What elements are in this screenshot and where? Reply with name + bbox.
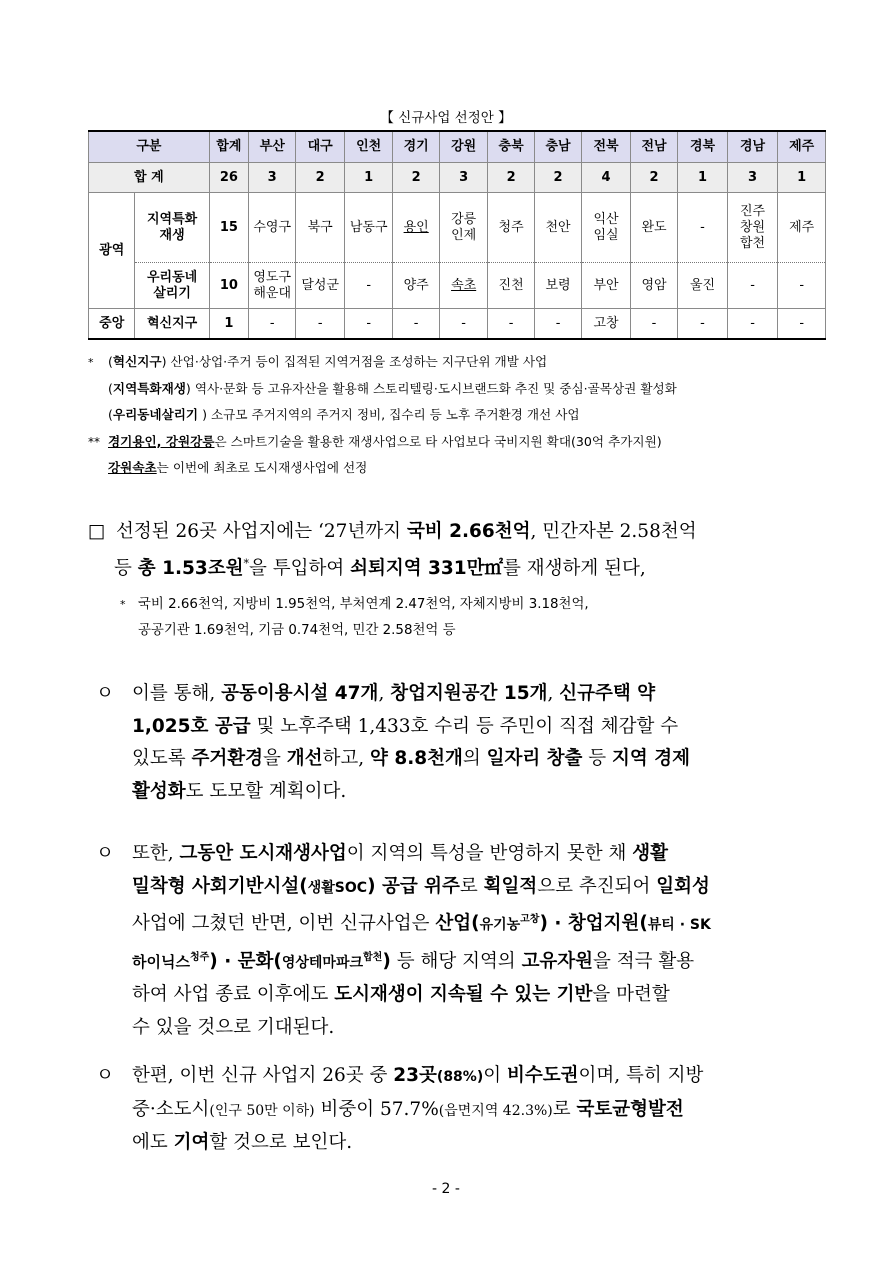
- table-cell: [534, 193, 581, 263]
- table-header-cell: 경남: [727, 131, 778, 163]
- table-cell: -: [488, 309, 534, 340]
- text: 및 노후주택 1,433호 수리 등 주민이 직접 체감할 수: [250, 715, 679, 737]
- table-cell: [296, 193, 345, 263]
- text: 할 것으로 보인다.: [209, 1132, 353, 1153]
- table-header-cell: 전북: [582, 131, 631, 163]
- table-cell: 고창: [582, 309, 631, 340]
- table-cell: [727, 193, 778, 263]
- note-term: 경기용인, 강원강릉: [108, 433, 215, 449]
- table-cell: [678, 263, 728, 309]
- emphasis: ): [382, 950, 391, 972]
- table-cell: -: [393, 309, 439, 340]
- table-title: 【 신규사업 선정안 】: [380, 110, 512, 126]
- emphasis: 국비 2.66천억: [406, 521, 531, 542]
- text: 을: [262, 748, 287, 769]
- cell-line: 보령: [545, 277, 571, 293]
- text: 국비 2.66천억, 지방비 1.95천억, 부처연계 2.47천억, 자체지방비 3.18천억,: [138, 597, 589, 612]
- cell-line: 살리기: [153, 285, 191, 301]
- text: (읍면지역 42.3%): [438, 1102, 553, 1119]
- cell-line: -: [750, 277, 755, 293]
- note-line: (우리동네살리기 ) 소규모 주거지역의 주거지 정비, 집수리 등 노후 주거환경 개선 사업: [108, 407, 580, 422]
- footnote-ref: *: [243, 557, 249, 570]
- emphasis: 창업지원공간 15개: [390, 683, 548, 704]
- table-header-cell: 구분: [89, 131, 210, 163]
- table-cell: [488, 193, 534, 263]
- table-cell: [778, 193, 826, 263]
- paragraph-investment: [88, 516, 818, 585]
- table-cell: -: [678, 309, 728, 340]
- table-cell: [344, 193, 393, 263]
- text: , 민간자본 2.58천억: [530, 521, 697, 542]
- text: 중·소도시: [132, 1098, 210, 1120]
- table-header-cell: 충남: [534, 131, 581, 163]
- text: 에도: [132, 1132, 174, 1153]
- cell-line: 완도: [641, 219, 667, 235]
- text: 를 재생하게 된다,: [503, 558, 646, 580]
- table-cell: -: [248, 309, 295, 340]
- footnote-funding: [120, 592, 820, 644]
- table-cell: [727, 263, 778, 309]
- emphasis: 밀착형 사회기반시설(: [132, 875, 308, 897]
- text: 또한,: [132, 843, 180, 864]
- text: 공공기관 1.69천억, 기금 0.74천억, 민간 2.58천억 등: [138, 623, 456, 638]
- table-header-row: [89, 131, 826, 163]
- text: 의: [462, 748, 487, 769]
- cell-line: -: [700, 219, 705, 235]
- table-cell: [630, 263, 677, 309]
- table-cell: 3: [727, 163, 778, 193]
- table-cell: [582, 263, 631, 309]
- table-header-cell: 대구: [296, 131, 345, 163]
- emphasis: ) 공급 위주: [367, 875, 460, 897]
- emphasis: 영상테마파크: [281, 954, 364, 971]
- table-cell: 1: [344, 163, 393, 193]
- cell-line: 달성군: [301, 277, 340, 293]
- table-cell: 2: [488, 163, 534, 193]
- table-header-cell: 인천: [344, 131, 393, 163]
- table-cell: [678, 193, 728, 263]
- text: 사업에 그쳤던 반면, 이번 신규사업은: [132, 913, 436, 935]
- page-number: - 2 -: [432, 1181, 460, 1197]
- cell-line: 울진: [689, 277, 716, 293]
- circle-bullet-icon: ㅇ: [96, 683, 114, 704]
- emphasis: ) · 창업지원(: [539, 913, 648, 935]
- table-cell: [393, 193, 439, 263]
- bullet-sustainability: [96, 838, 816, 1044]
- text: ,: [378, 683, 391, 704]
- emphasis: 기여: [173, 1132, 210, 1153]
- note-text: 역사·문화 등 고유자산을 활용해 스토리텔링·도시브랜드화 추진 및 중심·골목상권 활성화: [190, 380, 677, 396]
- cell-line: -: [799, 277, 805, 293]
- cell-line: 속초: [451, 277, 477, 293]
- footnote-marker: *: [120, 598, 126, 611]
- text: 하고,: [322, 748, 371, 769]
- circle-bullet-icon: ㅇ: [96, 843, 114, 864]
- text: 이며, 특히 지방: [578, 1065, 704, 1086]
- table-cell: [393, 263, 439, 309]
- note-text: 는 이번에 최초로 도시재생사업에 선정: [156, 460, 368, 475]
- emphasis: 주거환경: [191, 748, 263, 769]
- emphasis: 유기농: [479, 917, 521, 934]
- cell-line: 남동구: [349, 219, 388, 235]
- table-cell: [439, 193, 488, 263]
- cell-line: 천안: [545, 219, 571, 235]
- table-cell: [439, 263, 488, 309]
- table-cell: 3: [248, 163, 295, 193]
- emphasis: ) · 문화(: [209, 950, 282, 972]
- cell-line: 제주: [789, 219, 815, 235]
- text: 등: [114, 558, 138, 580]
- text: 이 지역의 특성을 반영하지 못한 채: [346, 843, 633, 864]
- text: 한편, 이번 신규 사업지 26곳 중: [132, 1065, 394, 1086]
- note-term: 지역특화재생: [112, 380, 186, 396]
- table-cell: 2: [296, 163, 345, 193]
- table-group-cell: 광역: [89, 193, 135, 309]
- table-cell: 2: [630, 163, 677, 193]
- emphasis: 일회성: [656, 875, 710, 897]
- table-cell: 1: [778, 163, 826, 193]
- text: 비중이 57.7%: [314, 1098, 439, 1120]
- cell-line: 창원: [740, 219, 766, 235]
- text: 도 도모할 계획이다.: [185, 780, 347, 802]
- table-cell: [582, 193, 631, 263]
- table-cell: [630, 193, 677, 263]
- note-term: 강원속초: [108, 460, 157, 475]
- table-row-label: [135, 193, 209, 263]
- table-cell: -: [630, 309, 677, 340]
- superscript: 합천: [363, 951, 383, 963]
- table-cell: 1: [209, 309, 248, 340]
- table-cell: 2: [534, 163, 581, 193]
- table-cell: 15: [209, 193, 248, 263]
- table-cell: 26: [209, 163, 248, 193]
- note-text: 소규모 주거지역의 주거지 정비, 집수리 등 노후 주거환경 개선 사업: [207, 407, 580, 422]
- note-term: 우리동네살리기: [112, 407, 199, 422]
- text: 선정된 26곳 사업지에는 ‘27년까지: [116, 521, 407, 542]
- note-line: [88, 455, 838, 482]
- emphasis: 산업(: [435, 913, 480, 935]
- emphasis: 도시재생이 지속될 수 있는 기반: [334, 984, 593, 1006]
- cell-line: 부안: [593, 277, 619, 293]
- table-cell: -: [296, 309, 345, 340]
- circle-bullet-icon: ㅇ: [96, 1065, 114, 1086]
- note-line: (지역특화재생) 역사·문화 등 고유자산을 활용해 스토리텔링·도시브랜드화 추진 및 중심·골목상권 활성화: [108, 380, 677, 396]
- text: 등: [582, 748, 613, 769]
- cell-line: 수영구: [253, 219, 292, 235]
- table-header-cell: 부산: [248, 131, 295, 163]
- cell-line: 지역특화: [146, 211, 198, 227]
- table-header-cell: 합계: [209, 131, 248, 163]
- table-cell: 3: [439, 163, 488, 193]
- table-cell: 합 계: [89, 163, 210, 193]
- table-header-cell: 강원: [439, 131, 488, 163]
- bullet-effects: [96, 678, 816, 808]
- table-cell: -: [439, 309, 488, 340]
- cell-line: 익산: [593, 211, 619, 227]
- cell-line: 강릉: [451, 211, 477, 227]
- table-notes: [88, 349, 838, 482]
- emphasis: 신규주택 약: [559, 683, 656, 704]
- table-header-cell: 제주: [778, 131, 826, 163]
- table-row: [89, 263, 826, 309]
- emphasis: 하이닉스: [132, 952, 190, 971]
- emphasis: 개선: [286, 748, 323, 769]
- text: 있도록: [132, 748, 192, 769]
- emphasis: 생활: [632, 843, 669, 864]
- text: ,: [547, 683, 560, 704]
- text: 을 적극 활용: [593, 950, 695, 972]
- cell-line: 북구: [307, 219, 333, 235]
- cell-line: 영도구: [253, 269, 292, 285]
- table-group-cell: 중앙: [89, 309, 135, 340]
- table-cell: 1: [678, 163, 728, 193]
- emphasis: 쇠퇴지역 331만㎡: [350, 558, 504, 580]
- emphasis: 뷰티 · SK: [647, 917, 711, 934]
- emphasis: 지역 경제: [612, 748, 690, 769]
- superscript: 청주: [189, 951, 210, 963]
- table-row: [89, 193, 826, 263]
- emphasis: 총 1.53조원: [137, 558, 244, 580]
- table-cell: -: [727, 309, 778, 340]
- text: (인구 50만 이하): [209, 1102, 315, 1119]
- note-marker: *: [88, 356, 94, 369]
- cell-line: 청주: [498, 219, 524, 235]
- cell-line: 진주: [740, 203, 766, 219]
- table-header-cell: 충북: [488, 131, 534, 163]
- table-header-cell: 경북: [678, 131, 728, 163]
- table-cell: -: [344, 309, 393, 340]
- bullet-balance: [96, 1060, 816, 1160]
- table-cell: [344, 263, 393, 309]
- text: 하여 사업 종료 이후에도: [132, 984, 335, 1006]
- cell-line: 인제: [451, 227, 477, 243]
- table-total-row: [89, 163, 826, 193]
- note-text: 산업·상업·주거 등이 집적된 지역거점을 조성하는 지구단위 개발 사업: [166, 354, 548, 369]
- table-cell: 4: [582, 163, 631, 193]
- table-row-label: [135, 263, 209, 309]
- cell-line: 해운대: [253, 285, 292, 301]
- note-term: 혁신지구: [112, 354, 162, 369]
- superscript: 고창: [520, 914, 540, 925]
- cell-line: 영암: [641, 277, 667, 293]
- cell-line: 양주: [403, 277, 429, 293]
- emphasis: 그동안 도시재생사업: [179, 843, 347, 864]
- text: 이를 통해,: [132, 683, 222, 704]
- note-line: * (혁신지구) 산업·상업·주거 등이 집적된 지역거점을 조성하는 지구단위 개발 사업: [88, 349, 838, 376]
- emphasis: 공동이용시설 47개: [221, 683, 379, 704]
- emphasis: 고유자원: [521, 950, 594, 972]
- text: 수 있을 것으로 기대된다.: [132, 1016, 335, 1038]
- emphasis: 23곳: [393, 1065, 437, 1086]
- emphasis: (88%): [436, 1069, 484, 1085]
- emphasis: 활성화: [132, 780, 186, 802]
- text: 을 투입하여: [248, 558, 351, 580]
- cell-line: 합천: [740, 235, 766, 251]
- text: 로: [459, 875, 484, 897]
- cell-line: 임실: [593, 227, 619, 243]
- table-cell: 10: [209, 263, 248, 309]
- emphasis: 비수도권: [507, 1065, 579, 1086]
- emphasis: 생활SOC: [307, 879, 368, 896]
- emphasis: 일자리 창출: [486, 748, 583, 769]
- table-cell: 2: [393, 163, 439, 193]
- cell-line: 우리동네: [146, 269, 198, 285]
- note-text: 은 스마트기술을 활용한 재생사업으로 타 사업보다 국비지원 확대(30억 추가지원): [214, 433, 662, 449]
- square-bullet-icon: □: [88, 521, 106, 542]
- table-cell: [248, 263, 295, 309]
- table-row: [89, 309, 826, 340]
- table-header-cell: 경기: [393, 131, 439, 163]
- table-row-label: 혁신지구: [135, 309, 209, 340]
- table-cell: [296, 263, 345, 309]
- note-line: [88, 429, 838, 456]
- selection-table: [88, 130, 826, 340]
- text: 으로 추진되어: [537, 875, 657, 897]
- text: 을 마련할: [592, 984, 670, 1006]
- text: 이: [483, 1065, 507, 1086]
- note-marker: **: [88, 434, 100, 449]
- emphasis: 약 8.8천개: [370, 748, 463, 769]
- cell-line: 재생: [159, 227, 185, 243]
- cell-line: -: [366, 277, 372, 293]
- table-header-cell: 전남: [630, 131, 677, 163]
- text: 로: [552, 1098, 577, 1120]
- table-cell: [778, 263, 826, 309]
- emphasis: 획일적: [483, 875, 538, 897]
- cell-line: 용인: [403, 219, 429, 235]
- table-cell: [534, 263, 581, 309]
- cell-line: 진천: [498, 277, 524, 293]
- table-cell: [488, 263, 534, 309]
- text: 등 해당 지역의: [390, 950, 522, 972]
- table-cell: -: [534, 309, 581, 340]
- emphasis: 국토균형발전: [576, 1098, 684, 1120]
- emphasis: 1,025호 공급: [132, 715, 251, 737]
- table-cell: -: [778, 309, 826, 340]
- table-cell: [248, 193, 295, 263]
